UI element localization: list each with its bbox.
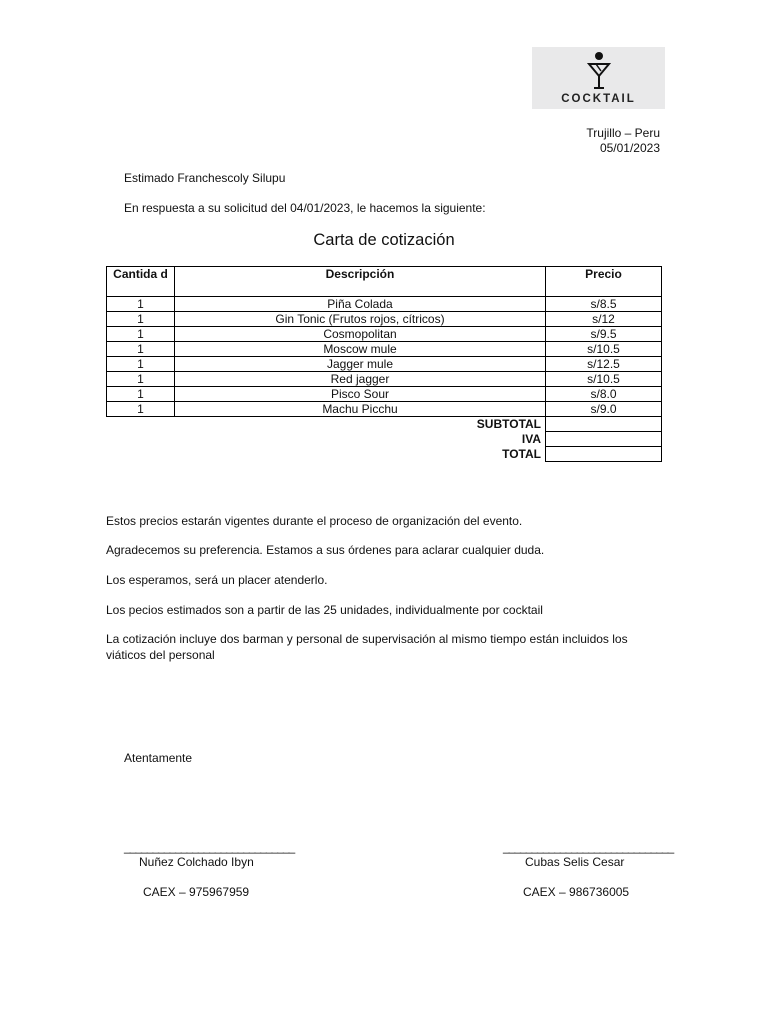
row-price: s/8.5	[546, 297, 662, 312]
table-row	[107, 297, 662, 312]
table-row	[107, 312, 662, 327]
quote-table	[106, 266, 662, 462]
intro-text: En respuesta a su solicitud del 04/01/2023, le hacemos la siguiente:	[124, 201, 486, 215]
row-description: Red jagger	[175, 372, 546, 387]
subtotal-label: SUBTOTAL	[476, 417, 541, 432]
subtotal-row	[107, 417, 662, 432]
paragraph-validity: Estos precios estarán vigentes durante el proceso de organización del evento.	[106, 514, 523, 528]
iva-label: IVA	[521, 432, 541, 446]
row-price: s/12	[546, 312, 662, 327]
row-price: s/10.5	[546, 372, 662, 387]
paragraph-includes-line1: La cotización incluye dos barman y personal de supervisación al mismo tiempo están incluidos los	[106, 632, 628, 646]
table-header-row	[107, 267, 662, 297]
paragraph-welcome: Los esperamos, será un placer atenderlo.	[106, 573, 328, 587]
logo-brand-text: COCKTAIL	[561, 93, 636, 105]
total-label: TOTAL	[502, 447, 541, 461]
subtotal-value	[546, 417, 662, 432]
row-price: s/12.5	[546, 357, 662, 372]
signature-name-left: Nuñez Colchado Ibyn	[139, 855, 254, 869]
table-row	[107, 327, 662, 342]
row-quantity: 1	[107, 402, 175, 417]
signature-line-left: ______________________________	[124, 840, 295, 854]
row-description: Machu Picchu	[175, 402, 546, 417]
paragraph-units: Los pecios estimados son a partir de las 25 unidades, individualmente por cocktail	[106, 603, 543, 617]
total-value	[546, 447, 662, 462]
signature-caex-left: CAEX – 975967959	[143, 885, 250, 899]
paragraph-includes-line2: viáticos del personal	[106, 648, 215, 662]
row-description: Pisco Sour	[175, 387, 546, 402]
header-description: Descripción	[175, 267, 546, 297]
table-row	[107, 342, 662, 357]
iva-value	[546, 432, 662, 447]
row-quantity: 1	[107, 357, 175, 372]
row-description: Jagger mule	[175, 357, 546, 372]
table-row	[107, 357, 662, 372]
row-price: s/8.0	[546, 387, 662, 402]
table-row	[107, 402, 662, 417]
row-description: Piña Colada	[175, 297, 546, 312]
cocktail-glass-icon	[587, 51, 611, 93]
row-quantity: 1	[107, 312, 175, 327]
signature-caex-right: CAEX – 986736005	[523, 885, 630, 899]
letter-date: 05/01/2023	[599, 141, 660, 155]
table-row	[107, 372, 662, 387]
row-quantity: 1	[107, 297, 175, 312]
greeting: Estimado Franchescoly Silupu	[124, 171, 286, 185]
signature-name-right: Cubas Selis Cesar	[525, 855, 625, 869]
row-description: Cosmopolitan	[175, 327, 546, 342]
closing: Atentamente	[124, 751, 193, 765]
cocktail-logo	[532, 47, 665, 109]
header-price: Precio	[546, 267, 662, 297]
row-price: s/10.5	[546, 342, 662, 357]
row-description: Moscow mule	[175, 342, 546, 357]
row-price: s/9.5	[546, 327, 662, 342]
total-row	[107, 447, 662, 462]
document-title: Carta de cotización	[313, 231, 455, 249]
paragraph-thanks: Agradecemos su preferencia. Estamos a sus órdenes para aclarar cualquier duda.	[106, 543, 545, 557]
header-quantity: Cantida d	[107, 267, 175, 297]
letter-city: Trujillo – Peru	[586, 126, 660, 140]
row-price: s/9.0	[546, 402, 662, 417]
table-row	[107, 387, 662, 402]
row-quantity: 1	[107, 327, 175, 342]
iva-row	[107, 432, 662, 447]
signature-line-right: ______________________________	[503, 840, 674, 854]
row-quantity: 1	[107, 387, 175, 402]
row-description: Gin Tonic (Frutos rojos, cítricos)	[175, 312, 546, 327]
row-quantity: 1	[107, 372, 175, 387]
row-quantity: 1	[107, 342, 175, 357]
